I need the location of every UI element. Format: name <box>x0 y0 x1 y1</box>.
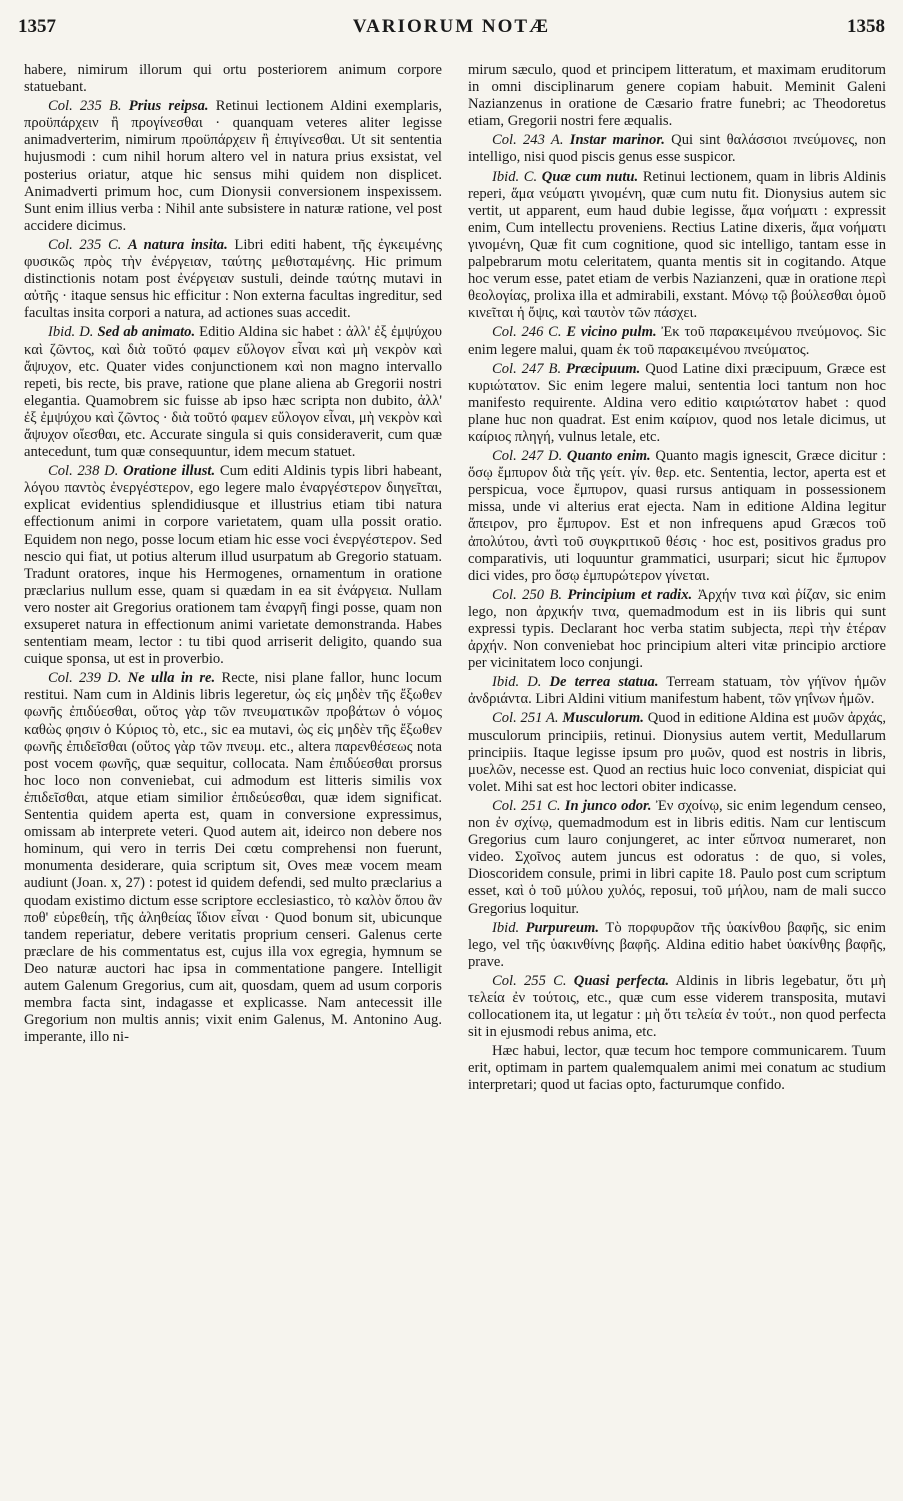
lemma: Musculorum. <box>562 710 644 727</box>
lemma: Quasi perfecta. <box>573 972 670 989</box>
right-column <box>468 62 886 1491</box>
note-paragraph <box>468 710 886 795</box>
lemma: De terrea statua. <box>549 674 659 691</box>
column-reference: Ibid. C. <box>492 168 538 185</box>
lemma: In junco odor. <box>564 797 652 814</box>
column-reference: Col. 235 B. <box>48 98 122 115</box>
note-text: Qui sint θαλάσσιοι πνεύμονες, non intelligo, nisi quod piscis genus esse suspicor. <box>468 132 886 166</box>
note-text: Ἀρχήν τινα καὶ ῥίζαν, sic enim lego, non ἀρχικήν τινα, quemadmodum est in iis libris qui sunt expressi typis. Declarant hoc verba statim subjecta, περὶ τὴν ἑτέραν ἀρχήν. Non conveniebat hoc principium alteri vitæ principio arctiore per vicinitatem loco conjungi. <box>468 586 886 672</box>
note-text: mirum sæculo, quod et principem litteratum, et maximam eruditorum in omni disciplinarum genere copiam habuit. Meminit Galeni Nazianzenus in oratione de Cæsario fratre funebri; ac Theodoretus etiam, Gregorii nostri fere æqualis. <box>468 62 886 130</box>
lemma: Oratione illust. <box>123 463 216 480</box>
lemma: Quanto enim. <box>566 448 651 465</box>
note-paragraph <box>24 62 442 96</box>
lemma: E vicino pulm. <box>566 324 657 341</box>
note-text: Recte, nisi plane fallor, hunc locum restitui. Nam cum in Aldinis libris legeretur, ὡς εἰς μηδὲν τῆς ἔξωθεν φωνῆς ἐπιδύεσθαι, οὕτος γὰρ τῶν πνευματικῶν προβάτων ὁ νόμος καθὼς φησιν ὁ Κύριος τὸ, etc., sic ea mutavi, ὡς εἰς μηδὲν τῆς ἔξωθεν φωνῆς ἐπιδεῖσθαι (οὕτος γὰρ τῶν πνευμ. etc., altera παρενθέσεως nota post vocem φωνῆς, quæ sequitur, collocata. Nam ἐπιδύεσθαι prorsus hoc loco non conveniebat, cui admodum est litteris similis vox ἐπιδεῖσθαι, atque etiam similior ἐπιδεύεσθαι, quæ idem significat. Sententia quidem aperta est, quam in conversione expressimus, omissam ab interprete veteri. Quod autem ait, ideirco non debere nos hominum, qui vero in terris Dei cœtu comprehensi non fuerunt, monumenta desiderare, quia scriptum sit, Oves meæ vocem meam audiunt (Joan. x, 27) : potest id quidem defendi, sed multo præclarius a quodam existimo dictum esse scriptore ecclesiastico, τὸ καλὸν ὅπου ἂν ποθ' εὑρεθείη, τῆς ἀληθείας ἴδιον εἶναι · Quod bonum sit, ubicunque tandem reperiatur, debere veritatis proprium censeri. Galenus certe præclare de his commentatus est, cujus illa vox egregia, hymnum se Deo naturæ auctori hac ipsa in commentatione pangere. Intelligit autem Galenum Gregorius, cum ait, quosdam, quem ad usum corporis membra facta sint, indagasse et explicasse. Nam antecessit ille Gregorium non multis annis; vixit enim Galenus, M. Antonino Aug. imperante, illo ni- <box>24 670 442 1046</box>
note-paragraph <box>468 361 886 446</box>
note-paragraph <box>468 1043 886 1094</box>
note-paragraph <box>468 62 886 130</box>
column-reference: Col. 247 D. <box>492 448 563 465</box>
lemma: Principium et radix. <box>567 586 693 603</box>
note-text: Aldinis in libris legebatur, ὅτι μὴ τελεία ἐν τούτοις, etc., quæ cum esse viderem transposita, mutavi collocationem ita, ut legatur : μὴ ὅτι τελεία ἐν τούτ., non quod perfecta sit in ejusmodi rebus anima, etc. <box>468 972 886 1041</box>
right-page-number: 1358 <box>847 16 885 37</box>
note-paragraph <box>468 587 886 672</box>
lemma: A natura insita. <box>128 236 228 253</box>
note-text: habere, nimirum illorum qui ortu posteriorem animum corpore statuebant. <box>24 62 442 96</box>
column-reference: Col. 255 C. <box>492 972 567 989</box>
lemma: Præcipuum. <box>566 360 641 377</box>
note-paragraph <box>468 132 886 166</box>
lemma: Sed ab animato. <box>97 324 196 341</box>
note-text: Editio Aldina sic habet : ἀλλ' ἐξ ἐμψύχου καὶ ζῶντος, καὶ διὰ τοῦτό φαμεν εὔλογον εἶναι καὶ μὴ νεκρὸν καὶ ἄψυχον, etc. Quater vides conjunctionem καὶ non magno intervallo repeti, bis recte, bis prave, ratione que plane aliena ab Gregorii nostri elegantia. Quamobrem sic fuisse ab ipso hæc scripta non dubito, ἀλλ' ἐξ ἐμψύχου καὶ ζῶντος · διὰ τοῦτό φαμεν εὔλογον εἶναι, μὴ νεκρὸν καὶ ἄψυχον οἴεσθαι, etc. Accurate singula si quis consideraverit, cum quæ antecedunt, tum quæ consequuntur, idem mecum statuet. <box>24 324 442 461</box>
note-paragraph <box>468 798 886 918</box>
note-paragraph <box>468 448 886 585</box>
note-text: Quod Latine dixi præcipuum, Græce est κυριώτατον. Sic enim legere malui, sententia loci tantum non hoc manifesto requirente. Aldina vero editio καιριώτατον habet : quod plane huc non quadrat. Est enim καίριον, quod nos letale dicimus, ut καίριος πληγή, vulnus letale, etc. <box>468 360 886 445</box>
note-paragraph <box>24 237 442 322</box>
note-text: Terream statuam, τὸν γήϊνον ἡμῶν ἀνδριάντα. Libri Aldini vitium manifestum habent, τῶν γηΐνων ἡμῶν. <box>468 674 886 708</box>
left-page-number: 1357 <box>18 16 56 37</box>
column-reference: Col. 246 C. <box>492 324 562 341</box>
lemma: Instar marinor. <box>569 132 665 149</box>
note-paragraph <box>24 463 442 668</box>
column-reference: Col. 235 C. <box>48 236 122 253</box>
running-title: VARIORUM NOTÆ <box>352 16 551 37</box>
column-reference: Ibid. D. <box>48 324 94 341</box>
note-text: Ἐκ τοῦ παρακειμένου πνεύμονος. Sic enim legere malui, quam ἐκ τοῦ παρακειμένου πνεύματος. <box>468 324 886 358</box>
column-reference: Col. 250 B. <box>492 586 563 603</box>
note-text: Hæc habui, lector, quæ tecum hoc tempore communicarem. Tuum erit, optimam in partem qualemqualem animi mei conatum ac studium interpretari; quod ut facias opto, facturumque confido. <box>468 1043 886 1094</box>
lemma: Prius reipsa. <box>128 98 209 115</box>
note-paragraph <box>468 920 886 971</box>
note-text: Libri editi habent, τῆς ἐγκειμένης φυσικῶς πρὸς τὴν ἐνέργειαν, ταύτης μεθισταμένης. Hic primum distinctionis notam post ἐνέργειαν sustuli, deinde ταύτης mutavi in αὐτῆς · itaque sensus hic efficitur : Non externa facultas ingreditur, sed facultas insita corpori a natura, ad actiones suas accedit. <box>24 236 442 322</box>
lemma: Ne ulla in re. <box>127 670 216 687</box>
column-reference: Ibid. D. <box>492 674 542 691</box>
column-reference: Ibid. <box>492 919 520 936</box>
note-text: Ἐν σχοίνῳ, sic enim legendum censeo, non ἐν σχίνῳ, quemadmodum est in libris editis. Nam cur lentiscum Gregorius cum lauro conjungeret, ac inter εὔπνοα numeraret, non video. Σχοῖνος autem juncus est odoratus : de quo, si voles, Dioscoridem consule, primi in libri capite 18. Paulo post cum scriptum esset, καὶ ὁ τοῦ μύλου χυλός, reposui, τοῦ μήλου, nam de mali succo Gregorius loquitur. <box>468 797 886 917</box>
lemma: Quæ cum nutu. <box>541 168 639 185</box>
column-reference: Col. 251 C. <box>492 797 561 814</box>
note-text: Quanto magis ignescit, Græce dicitur : ὅσῳ ἔμπυρον διὰ τῆς γείτ. γίν. θερ. etc. Sententia, lector, aperta est et perspicua, voce ἔμπυρον, quasi rursus antiquam in possessionem missa, unde vi alterius erat ejecta. Nam in editione Aldina legitur ἄπειρον, pro ἔμπυρον. Est et non infrequens apud Græcos τοῦ ἀπολύτου, ἀντὶ τοῦ συγκριτικοῦ θέσις · hoc est, positivos gradus pro comparativis, uti loquuntur grammatici, usurpari; sicut hic ἔμπυρον dici vides, pro ὅσῳ ἐμπυρώτερον γίνεται. <box>468 448 886 584</box>
note-paragraph <box>24 324 442 461</box>
note-paragraph <box>468 674 886 708</box>
note-text: Cum editi Aldinis typis libri habeant, λόγου παντὸς ἐνεργέστερον, ego legere malo ἐναργέστερον διηγεῖται, explicat evidentius splendidiusque et illustrius etiam tibi natura effectionum animi in corpore varietatem, quam ulla possit oratio. Equidem non nego, posse locum etiam hic esse voci ἐνεργέστερον. Sed nescio qui fiat, ut potius alterum illud usurpatum ab Gregorio statuam. Tradunt oratores, inque his Hermogenes, ornamentum in oratione præclarius nullum esse, quam si quædam in ea sit ἐνάργεια. Nullam vero noster ait Gregorius orationem tam ἐναργῆ fingi posse, quam non exsuperet natura in effectionum animi varietate demonstranda. Habes sententiam meam, lector : tu tibi quod arriserit deligito, quando sua cuique sponsa, ut est in proverbio. <box>24 463 442 668</box>
note-paragraph <box>24 670 442 1046</box>
column-reference: Col. 247 B. <box>492 360 562 377</box>
note-text: Τὸ πορφυρᾶον τῆς ὑακίνθου βαφῆς, sic enim lego, vel τῆς ὑακινθίνης βαφῆς. Aldina editio habet ὑακίνθης βαφῆς, prave. <box>468 919 886 970</box>
column-reference: Col. 239 D. <box>48 670 122 687</box>
column-reference: Col. 243 A. <box>492 132 564 149</box>
note-paragraph <box>468 169 886 323</box>
note-paragraph <box>468 973 886 1041</box>
note-text: Retinui lectionem Aldini exemplaris, προϋπάρχειν ἢ προγίνεσθαι · quanquam veteres aliter legisse animadverterim, nimirum προϋπάρχειν ἢ ἐπιγίνεσθαι. Ut sit sententia hujusmodi : cum nihil horum altero vel in natura prius exsistat, vel posterius oriatur, atque hic sensus mihi quidem non displicet. Animadverti primum hoc, cum Dionysii conversionem inspexissem. Sunt enim illius verba : Nihil ante subsistere in naturæ ratione, vel post accidere dicimus. <box>24 98 442 234</box>
column-reference: Col. 238 D. <box>48 463 119 480</box>
note-paragraph <box>468 324 886 358</box>
column-reference: Col. 251 A. <box>492 710 559 727</box>
running-header <box>18 10 885 44</box>
note-paragraph <box>24 98 442 235</box>
lemma: Purpureum. <box>525 919 599 936</box>
note-text: Quod in editione Aldina est μυῶν ἀρχάς, musculorum principiis, retinui. Dionysius autem vertit, Medullarum principiis. Itaque legisse ipsum pro μυῶν, quod est nostris in libris, μυελῶν, necesse est. Quod an rectius huic loco conveniat, dispiciat qui volet. Mihi sat est hoc lectori obiter indicasse. <box>468 710 886 795</box>
left-column <box>24 62 442 1491</box>
note-text: Retinui lectionem, quam in libris Aldinis reperi, ἅμα νεύματι γινομένη, quæ cum nutu fit. Dionysius autem sic vertit, ut apparent, eum haud dubie legisse, ἅμα νοήματι : expressit enim, Cum intellectu proveniens. Rectius Latine dixeris, ἅμα νοήματι γινομένη, Quæ fit cum cognitione, quod sic intelligo, tantam esse in palpebrarum motu celeritatem, quanta mentis sit in cogitando. Atque hoc verum esse, patet etiam de verbis Nazianzeni, quæ in oratione περὶ θεολογίας, prolixa illa et admirabili, exstant. Μόνῳ τῷ βούλεσθαι ὁμοῦ κινεῖται ἡ ὄψις, καὶ ταυτὸν τῶν πάσχει. <box>468 168 886 322</box>
